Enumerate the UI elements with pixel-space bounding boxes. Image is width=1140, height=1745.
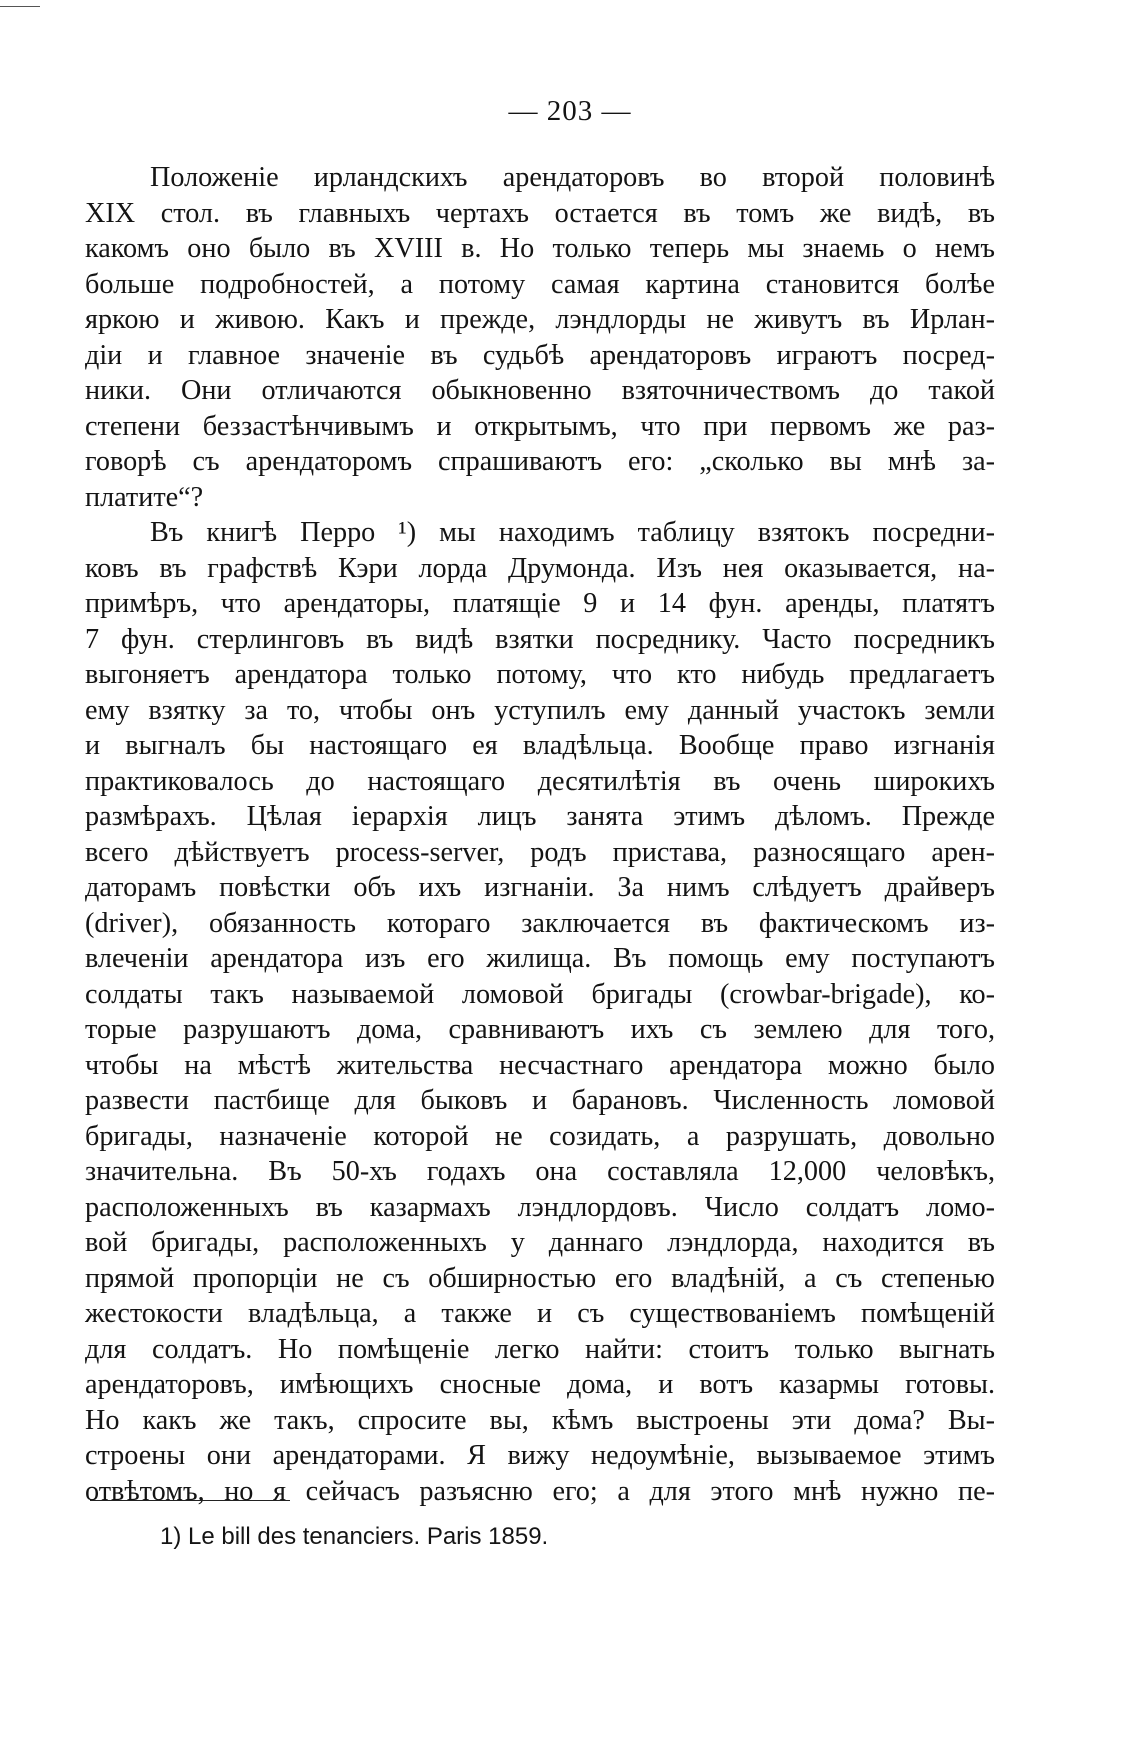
text-line: арендаторовъ, имѣющихъ сносные дома, и вотъ казармы готовы. xyxy=(85,1369,995,1400)
text-line: ковъ въ графствѣ Кэри лорда Друмонда. Изъ нея оказывается, на- xyxy=(85,552,995,584)
text-line: строены они арендаторами. Я вижу недоумѣніе, вызываемое этимъ xyxy=(85,1440,995,1471)
text-line: и выгналъ бы настоящаго ея владѣльца. Вообще право изгнанія xyxy=(85,730,995,761)
text-line: примѣръ, что арендаторы, платящіе 9 и 14 фун. аренды, платятъ xyxy=(85,588,995,619)
text-line: Положеніе ирландскихъ арендаторовъ во второй половинѣ xyxy=(150,162,995,193)
text-line: развести пастбище для быковъ и барановъ. Численность ломовой xyxy=(85,1085,995,1116)
page-number: — 203 — xyxy=(508,95,632,127)
text-line: размѣрахъ. Цѣлая іерархія лицъ занята этимъ дѣломъ. Прежде xyxy=(85,801,995,832)
text-line: практиковалось до настоящаго десятилѣтія въ очень широкихъ xyxy=(85,765,995,797)
text-line: для солдатъ. Но помѣщеніе легко найти: стоитъ только выгнать xyxy=(85,1333,995,1365)
text-line: (driver), обязанность котораго заключается въ фактическомъ из- xyxy=(85,907,995,939)
text-line: солдаты такъ называемой ломовой бригады (crowbar-brigade), ко- xyxy=(85,978,995,1010)
text-line: прямой пропорціи не съ обширностью его владѣній, а съ степенью xyxy=(85,1262,995,1294)
text-line: влеченіи арендатора изъ его жилища. Въ помощь ему поступаютъ xyxy=(85,943,995,974)
footnote xyxy=(160,1522,548,1552)
text-line: жестокости владѣльца, а также и съ существованіемъ помѣщеній xyxy=(85,1298,995,1329)
text-line: Въ книгѣ Перро ¹) мы находимъ таблицу взятокъ посредни- xyxy=(150,517,995,548)
scan-corner-rule xyxy=(0,6,40,7)
text-line: торые разрушаютъ дома, сравниваютъ ихъ съ землею для того, xyxy=(85,1014,995,1045)
text-line: ники. Они отличаются обыкновенно взяточничествомъ до такой xyxy=(85,375,995,406)
text-line: вой бригады, расположенныхъ у даннаго лэндлорда, находится въ xyxy=(85,1227,995,1258)
text-line: XIX стол. въ главныхъ чертахъ остается въ томъ же видѣ, въ xyxy=(85,197,995,229)
text-line: расположенныхъ въ казармахъ лэндлордовъ. Число солдатъ ломо- xyxy=(85,1191,995,1223)
text-line: степени беззастѣнчивымъ и открытымъ, что при первомъ же раз- xyxy=(85,410,995,442)
text-line: Но какъ же такъ, спросите вы, кѣмъ выстроены эти дома? Вы- xyxy=(85,1404,995,1436)
text-line: 7 фун. стерлинговъ въ видѣ взятки посреднику. Часто посредникъ xyxy=(85,623,995,655)
body-text xyxy=(85,160,995,1509)
text-line: даторамъ повѣстки объ ихъ изгнаніи. За нимъ слѣдуетъ драйверъ xyxy=(85,872,995,903)
text-line: бригады, назначеніе которой не созидать, а разрушать, довольно xyxy=(85,1120,995,1152)
text-line: какомъ оно было въ XVIII в. Но только теперь мы знаемь о немъ xyxy=(85,233,995,264)
footnote-text: Le bill des tenanciers. Paris 1859. xyxy=(188,1523,549,1550)
text-line: чтобы на мѣстѣ жительства несчастнаго арендатора можно было xyxy=(85,1049,995,1081)
text-line: больше подробностей, а потому самая картина становится болѣе xyxy=(85,268,995,300)
text-line: говорѣ съ арендаторомъ спрашиваютъ его: „сколько вы мнѣ за- xyxy=(85,446,995,477)
text-line: всего дѣйствуетъ process-server, родъ пристава, разносящаго арен- xyxy=(85,836,995,868)
text-line: діи и главное значеніе въ судьбѣ арендаторовъ играютъ посред- xyxy=(85,339,995,371)
footnote-marker: 1) xyxy=(160,1523,182,1550)
text-line: яркою и живою. Какъ и прежде, лэндлорды не живутъ въ Ирлан- xyxy=(85,304,995,335)
footnote-rule xyxy=(90,1500,290,1501)
text-line: выгоняетъ арендатора только потому, что кто нибудь предлагаетъ xyxy=(85,659,995,690)
text-line: отвѣтомъ, но я сейчасъ разъясню его; а для этого мнѣ нужно пе- xyxy=(85,1475,995,1507)
text-line: платите“? xyxy=(85,481,204,513)
text-line: ему взятку за то, чтобы онъ уступилъ ему данный участокъ земли xyxy=(85,694,995,726)
text-line: значительна. Въ 50-хъ годахъ она составляла 12,000 человѣкъ, xyxy=(85,1156,995,1187)
